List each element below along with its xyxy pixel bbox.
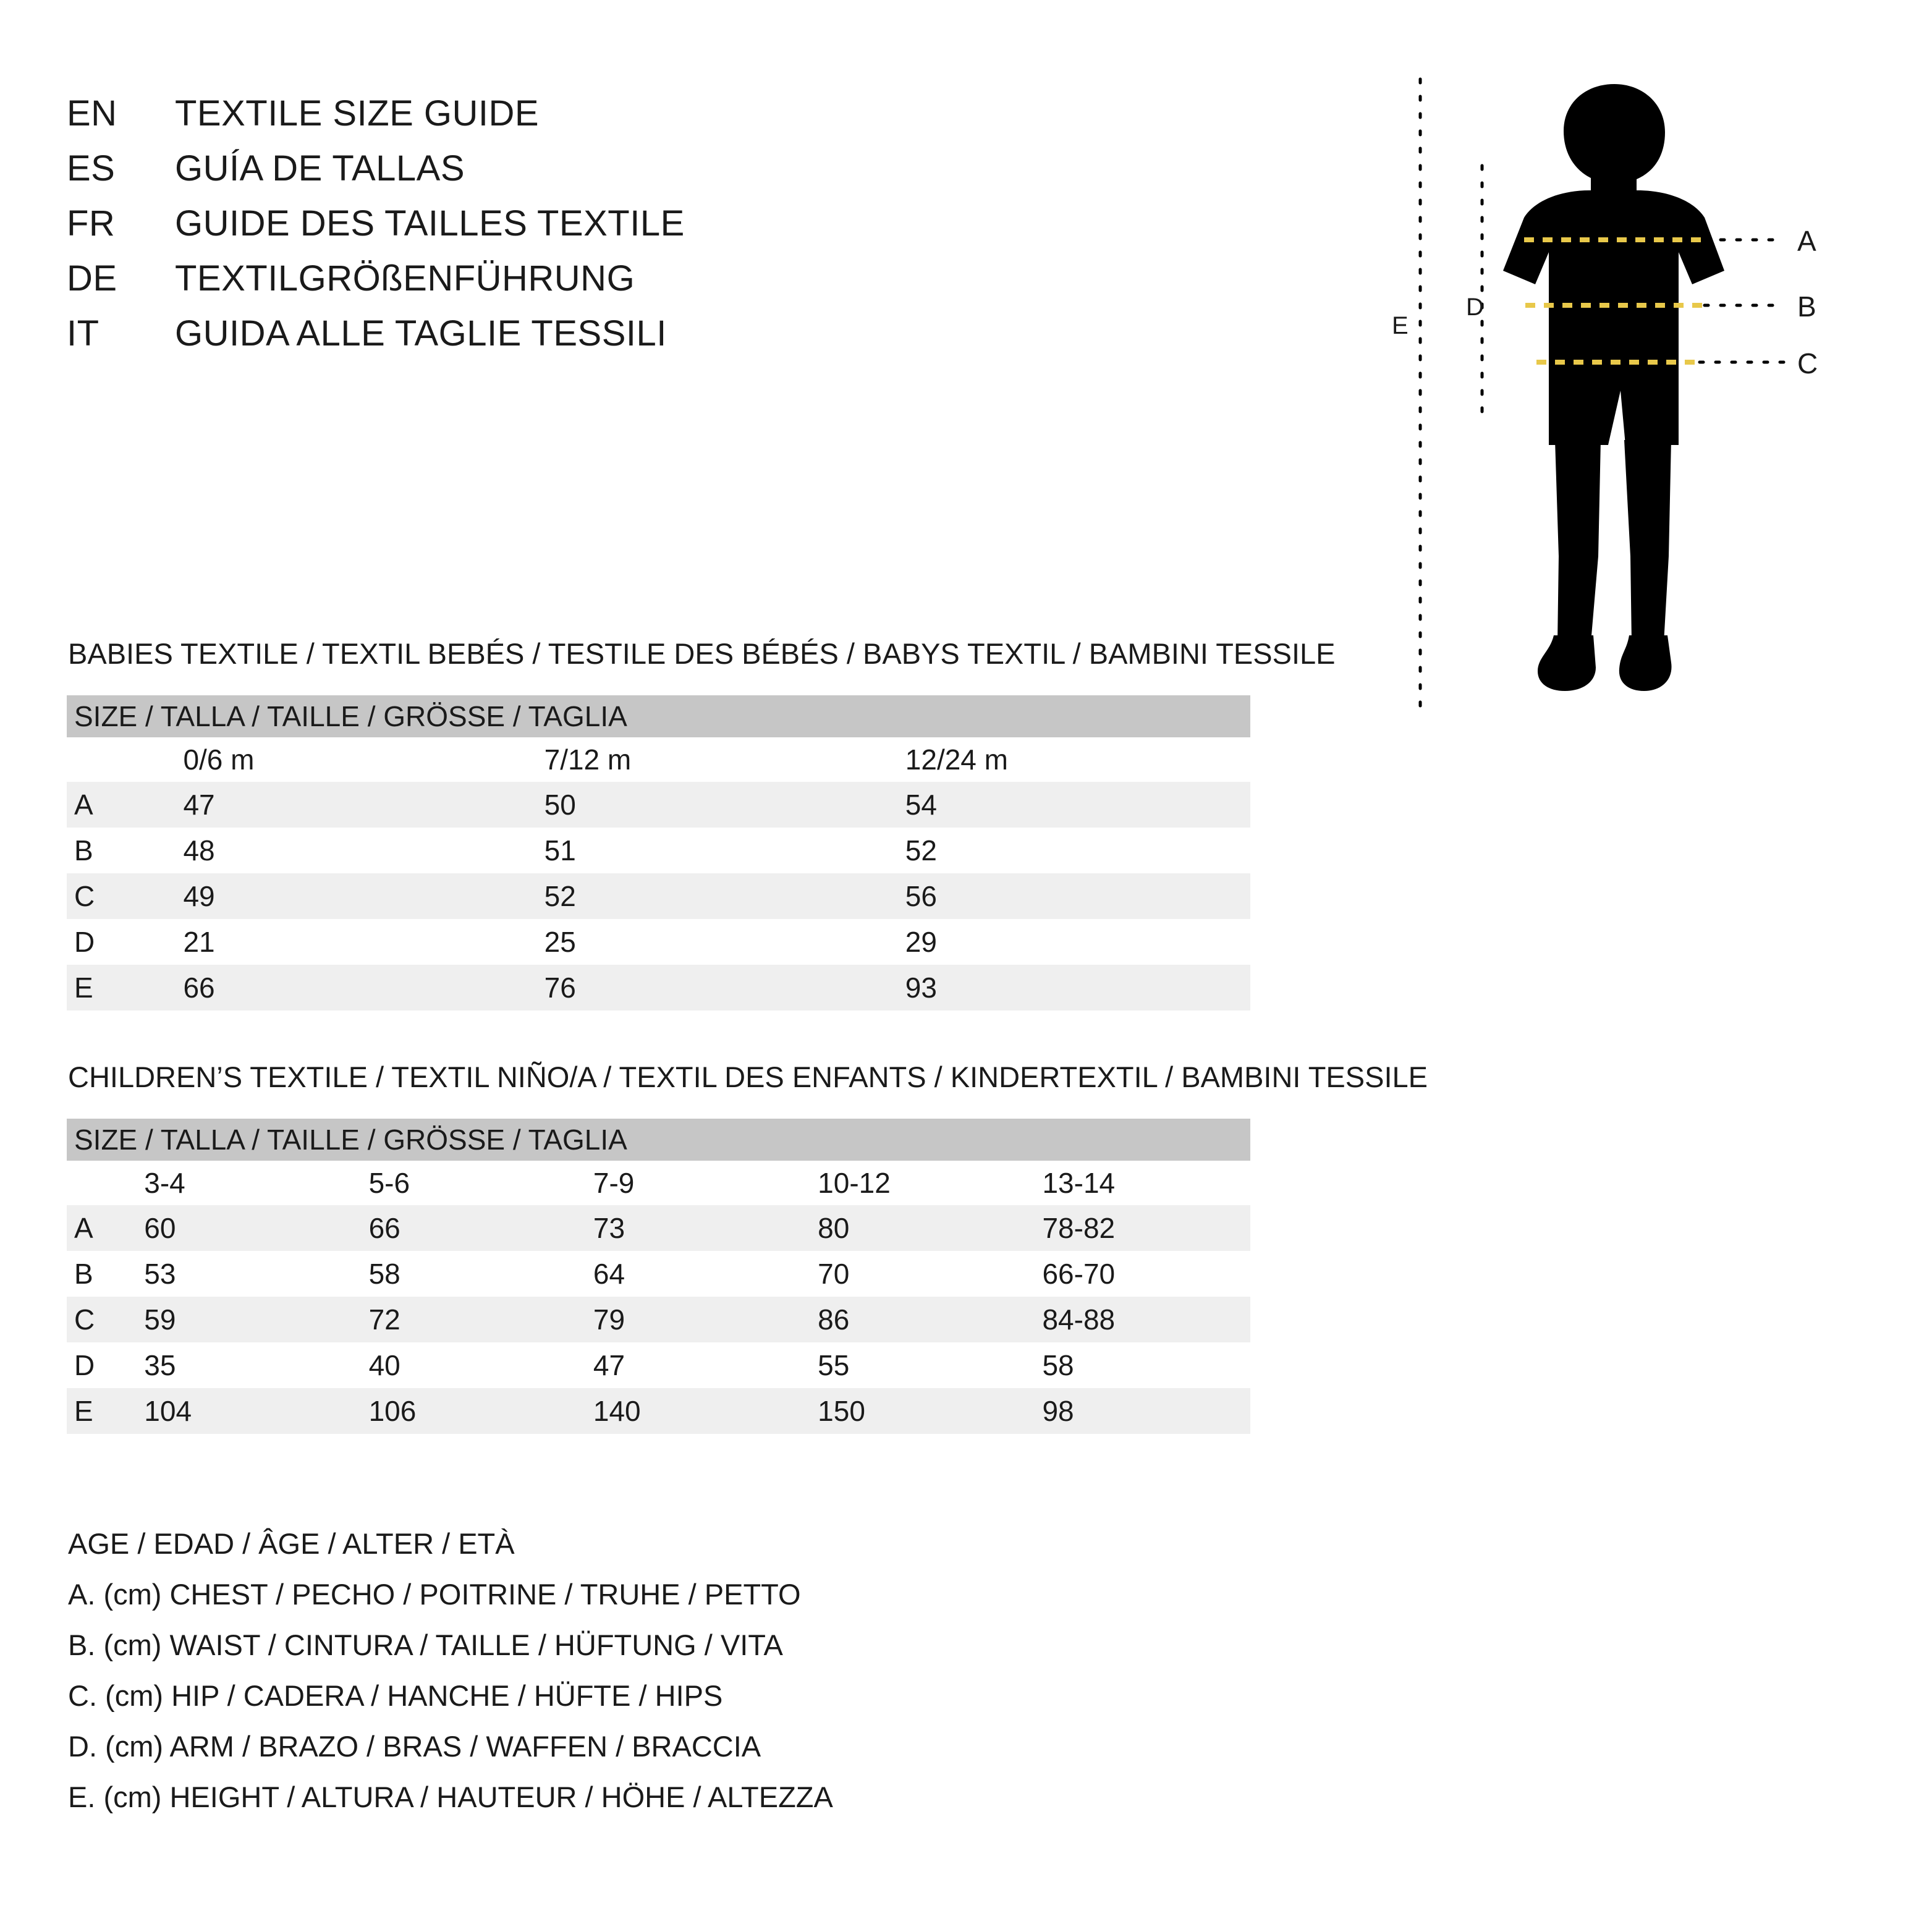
language-row <box>67 203 1241 258</box>
row-label: E <box>67 965 167 1010</box>
cell-value: 76 <box>528 965 889 1010</box>
language-code: IT <box>67 313 100 354</box>
language-label: GUIDE DES TAILLES TEXTILE <box>175 203 685 244</box>
callout-label-b: B <box>1797 290 1816 323</box>
language-title-block <box>67 93 1241 368</box>
language-row <box>67 258 1241 313</box>
row-label: D <box>67 919 167 965</box>
row-label: C <box>67 873 167 919</box>
cell-value: 93 <box>889 965 1250 1010</box>
cell-value: 52 <box>889 828 1250 873</box>
cell-value: 58 <box>1026 1342 1250 1388</box>
cell-value: 86 <box>802 1297 1026 1342</box>
language-code: DE <box>67 258 117 299</box>
column-header: 12/24 m <box>889 737 1250 782</box>
cell-value: 79 <box>577 1297 802 1342</box>
callout-label-d: D <box>1466 294 1484 321</box>
cell-value: 80 <box>802 1205 1026 1251</box>
cell-value: 55 <box>802 1342 1026 1388</box>
cell-value: 78-82 <box>1026 1205 1250 1251</box>
table-row <box>67 919 1250 965</box>
cell-value: 66 <box>167 965 528 1010</box>
column-header: 10-12 <box>802 1161 1026 1205</box>
cell-value: 60 <box>128 1205 352 1251</box>
language-code: ES <box>67 148 116 189</box>
row-label: E <box>67 1388 128 1434</box>
cell-value: 84-88 <box>1026 1297 1250 1342</box>
legend-item: D. (cm) ARM / BRAZO / BRAS / WAFFEN / BRACCIA <box>68 1730 761 1763</box>
cell-value: 48 <box>167 828 528 873</box>
cell-value: 47 <box>577 1342 802 1388</box>
cell-value: 54 <box>889 782 1250 828</box>
cell-value: 72 <box>353 1297 577 1342</box>
cell-value: 98 <box>1026 1388 1250 1434</box>
table-row <box>67 1297 1250 1342</box>
column-header: 13-14 <box>1026 1161 1250 1205</box>
cell-value: 49 <box>167 873 528 919</box>
measurement-figure <box>1378 74 1866 748</box>
cell-value: 29 <box>889 919 1250 965</box>
babies-size-table <box>67 695 1250 1010</box>
legend-item: E. (cm) HEIGHT / ALTURA / HAUTEUR / HÖHE / ALTEZZA <box>68 1781 833 1813</box>
row-label: A <box>67 1205 128 1251</box>
row-label: B <box>67 1251 128 1297</box>
cell-value: 50 <box>528 782 889 828</box>
cell-value: 106 <box>353 1388 577 1434</box>
children-section-heading: CHILDREN’S TEXTILE / TEXTIL NIÑO/A / TEXTIL DES ENFANTS / KINDERTEXTIL / BAMBINI TESSILE <box>68 1061 1428 1093</box>
cell-value: 73 <box>577 1205 802 1251</box>
cell-value: 70 <box>802 1251 1026 1297</box>
table-band-row <box>67 695 1250 737</box>
language-row <box>67 148 1241 203</box>
children-size-table <box>67 1119 1250 1434</box>
cell-value: 150 <box>802 1388 1026 1434</box>
legend-item: C. (cm) HIP / CADERA / HANCHE / HÜFTE / HIPS <box>68 1679 723 1712</box>
cell-value: 21 <box>167 919 528 965</box>
legend-item: B. (cm) WAIST / CINTURA / TAILLE / HÜFTUNG / VITA <box>68 1629 783 1661</box>
corner-cell <box>67 737 167 782</box>
callout-label-e: E <box>1392 312 1409 339</box>
table-row <box>67 828 1250 873</box>
language-code: EN <box>67 93 117 133</box>
row-label: C <box>67 1297 128 1342</box>
table-band-row <box>67 1119 1250 1161</box>
cell-value: 104 <box>128 1388 352 1434</box>
table-row <box>67 1205 1250 1251</box>
language-label: GUIDA ALLE TAGLIE TESSILI <box>175 313 667 354</box>
cell-value: 66-70 <box>1026 1251 1250 1297</box>
cell-value: 59 <box>128 1297 352 1342</box>
cell-value: 25 <box>528 919 889 965</box>
legend-item: A. (cm) CHEST / PECHO / POITRINE / TRUHE / PETTO <box>68 1578 801 1611</box>
column-header: 0/6 m <box>167 737 528 782</box>
cell-value: 53 <box>128 1251 352 1297</box>
babies-band-label: SIZE / TALLA / TAILLE / GRÖSSE / TAGLIA <box>67 695 1250 737</box>
cell-value: 140 <box>577 1388 802 1434</box>
row-label: B <box>67 828 167 873</box>
cell-value: 58 <box>353 1251 577 1297</box>
callout-label-a: A <box>1797 225 1816 257</box>
language-label: GUÍA DE TALLAS <box>175 148 465 189</box>
column-header: 7-9 <box>577 1161 802 1205</box>
legend-item: AGE / EDAD / ÂGE / ALTER / ETÀ <box>68 1527 515 1560</box>
cell-value: 64 <box>577 1251 802 1297</box>
cell-value: 35 <box>128 1342 352 1388</box>
babies-section-heading: BABIES TEXTILE / TEXTIL BEBÉS / TESTILE DES BÉBÉS / BABYS TEXTIL / BAMBINI TESSILE <box>68 637 1336 670</box>
table-row <box>67 873 1250 919</box>
cell-value: 40 <box>353 1342 577 1388</box>
child-silhouette <box>1503 84 1724 691</box>
table-column-header-row <box>67 1161 1250 1205</box>
children-band-label: SIZE / TALLA / TAILLE / GRÖSSE / TAGLIA <box>67 1119 1250 1161</box>
language-row <box>67 313 1241 368</box>
table-row <box>67 1251 1250 1297</box>
table-row <box>67 965 1250 1010</box>
row-label: D <box>67 1342 128 1388</box>
language-row <box>67 93 1241 148</box>
cell-value: 47 <box>167 782 528 828</box>
cell-value: 52 <box>528 873 889 919</box>
table-row <box>67 1342 1250 1388</box>
measurement-legend <box>68 1527 1304 1831</box>
column-header: 3-4 <box>128 1161 352 1205</box>
language-label: TEXTILGRÖßENFÜHRUNG <box>175 258 635 299</box>
cell-value: 51 <box>528 828 889 873</box>
cell-value: 66 <box>353 1205 577 1251</box>
language-label: TEXTILE SIZE GUIDE <box>175 93 540 133</box>
cell-value: 56 <box>889 873 1250 919</box>
table-column-header-row <box>67 737 1250 782</box>
column-header: 7/12 m <box>528 737 889 782</box>
table-row <box>67 782 1250 828</box>
corner-cell <box>67 1161 128 1205</box>
column-header: 5-6 <box>353 1161 577 1205</box>
callout-label-c: C <box>1797 347 1818 379</box>
language-code: FR <box>67 203 116 244</box>
row-label: A <box>67 782 167 828</box>
table-row <box>67 1388 1250 1434</box>
